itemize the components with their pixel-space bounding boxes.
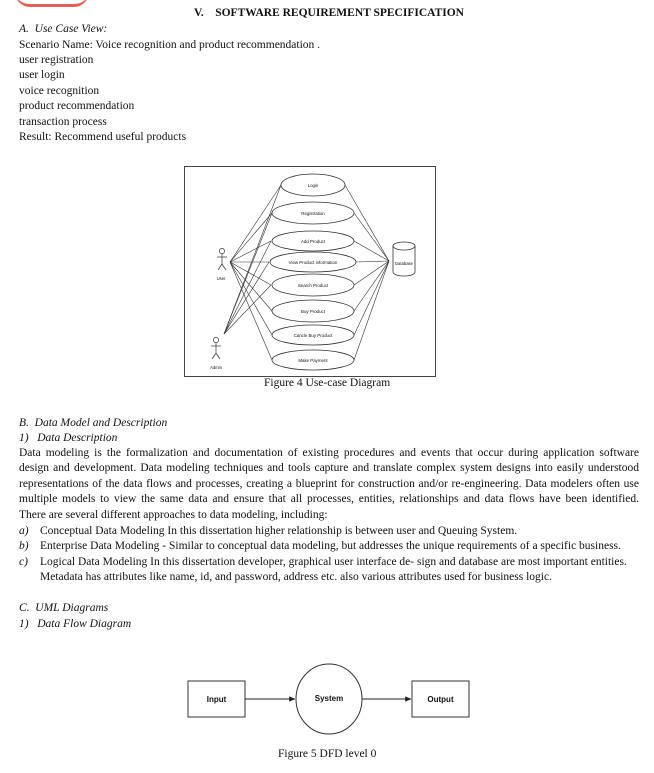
use-case-label: Search Product (297, 283, 329, 288)
subheading-text: Data Description (37, 432, 118, 444)
use-case-view-heading (19, 22, 107, 37)
use-case-label: Cancle Buy Product (293, 333, 333, 338)
list-text-continuation: Metadata has attributes like name, id, and password, address etc. also various attributes used for business logic. (40, 571, 552, 583)
paragraph-line: multiple models to view the same data and ensure that all processes, entities, relationships and data flows have been identified. (19, 493, 639, 506)
heading-text: UML Diagrams (35, 602, 109, 614)
section-heading: V. SOFTWARE REQUIREMENT SPECIFICATION (194, 7, 464, 19)
use-case-item: user registration (19, 54, 94, 66)
paragraph-line: Data modeling is the formalization and documentation of existing procedures and events that occur during application software (19, 447, 639, 459)
output-label: Output (427, 695, 454, 704)
paragraph-line: There are several different approaches to data modeling, including: (19, 508, 328, 521)
user-actor-label: User (216, 276, 226, 281)
paragraph-line: representations of the data flows and processes, creating a blueprint for construction and/or re-engineering. Data modelers often use (19, 477, 639, 490)
input-label: Input (206, 695, 227, 704)
dfd-diagram (180, 660, 480, 740)
figure-5-caption: Figure 5 DFD level 0 (278, 748, 377, 760)
system-label: System (314, 694, 344, 703)
list-number: a) (19, 525, 29, 537)
use-case-label: Registration (301, 211, 325, 216)
subheading-text: Data Flow Diagram (37, 618, 132, 630)
heading-number: C. (19, 602, 30, 614)
data-description-paragraph (19, 446, 639, 523)
subheading-number: 1) (19, 618, 29, 630)
use-case-item: voice recognition (19, 85, 100, 97)
list-text: Conceptual Data Modeling In this dissertation higher relationship is between user and Queuing System. (40, 525, 518, 537)
heading-text: Use Case View: (34, 23, 108, 35)
use-case-label: Make Payment (298, 358, 328, 363)
scenario-name: Scenario Name: Voice recognition and product recommendation . (19, 39, 321, 51)
data-description-heading (19, 431, 117, 446)
data-model-heading (19, 416, 167, 431)
result-text: Result: Recommend useful products (19, 131, 187, 143)
list-number: c) (19, 556, 28, 568)
heading-number: A. (19, 23, 29, 35)
use-case-item: product recommendation (19, 100, 135, 112)
database-label: Database (395, 261, 413, 266)
heading-number: B. (19, 417, 29, 429)
heading-text: Data Model and Description (34, 417, 168, 429)
use-case-item: user login (19, 69, 65, 81)
list-text: Logical Data Modeling In this dissertation developer, graphical user interface de- sign and database are most important entities. (40, 556, 627, 568)
subheading-number: 1) (19, 432, 29, 444)
use-case-item: transaction process (19, 116, 107, 128)
use-case-label: Buy Product (301, 309, 325, 314)
database-icon (393, 242, 415, 276)
dfd-subheading (19, 617, 131, 632)
admin-actor-label: Admin (210, 365, 222, 370)
header-logo-fragment (15, 0, 89, 7)
list-number: b) (19, 540, 29, 552)
figure-4-caption: Figure 4 Use-case Diagram (264, 377, 391, 389)
list-text: Enterprise Data Modeling - Similar to conceptual data modeling, but addresses the unique requirements of a specific business. (40, 540, 621, 552)
use-case-label: View Product information (288, 260, 338, 265)
use-case-label: Add Product (300, 239, 326, 244)
paragraph-line: design and development. Data modeling techniques and tools capture and translate complex system designs into easily understood (19, 462, 639, 475)
uml-heading (19, 601, 108, 616)
use-case-label: Login (307, 183, 319, 188)
use-case-diagram (184, 166, 437, 378)
